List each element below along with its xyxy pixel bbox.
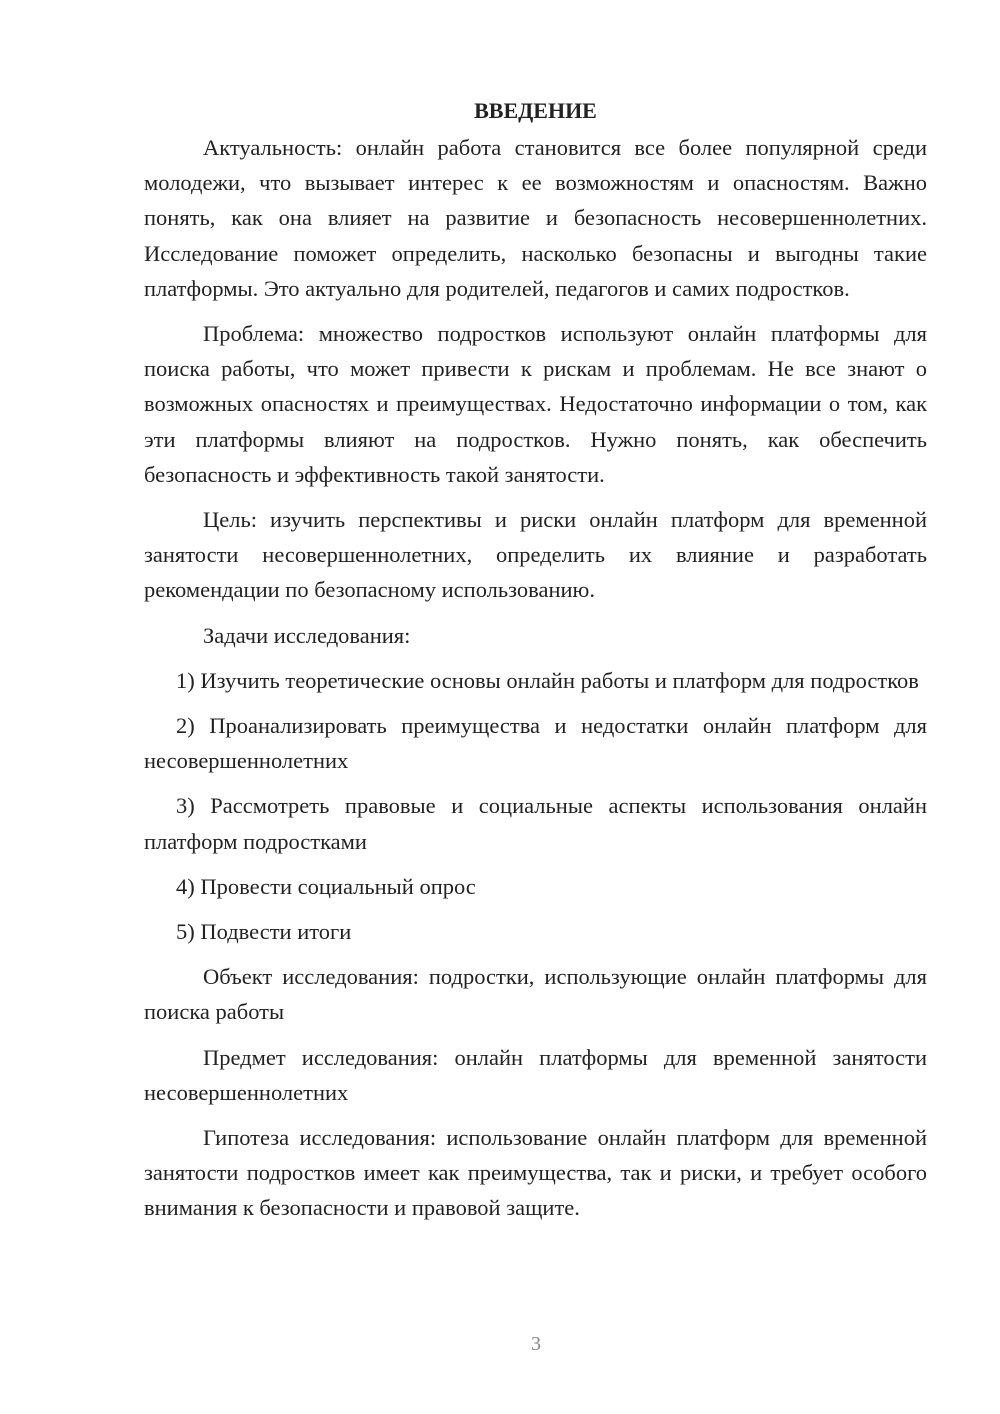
task-item-1: 1) Изучить теоретические основы онлайн работы и платформ для подростков (176, 667, 919, 693)
task-item-3: 3) Рассмотреть правовые и социальные аспекты использования онлайн платформ подростками (144, 793, 927, 854)
paragraph-goal: Цель: изучить перспективы и риски онлайн платформ для временной занятости несовершеннолетних, определить их влияние и разработать рекомендации по безопасному использованию. (144, 507, 927, 603)
task-item-5: 5) Подвести итоги (176, 919, 352, 945)
paragraph-object: Объект исследования: подростки, использующие онлайн платформы для поиска работы (144, 964, 927, 1025)
task-item-4: 4) Провести социальный опрос (176, 873, 476, 899)
task-item-2: 2) Проанализировать преимущества и недостатки онлайн платформ для несовершеннолетних (144, 713, 927, 774)
page-content (144, 94, 927, 1226)
paragraph-subject: Предмет исследования: онлайн платформы для временной занятости несовершеннолетних (144, 1044, 927, 1105)
section-heading: ВВЕДЕНИЕ (474, 98, 597, 123)
paragraph-problem: Проблема: множество подростков используют онлайн платформы для поиска работы, что может привести к рискам и проблемам. Не все знают о возможных опасностях и преимуществах. Недостаточно информации о том, как эти платформы влияют на подростков. Нужно понять, как обеспечить безопасность и эффективность такой занятости. (144, 321, 927, 487)
paragraph-relevance: Актуальность: онлайн работа становится все более популярной среди молодежи, что вызывает интерес к ее возможностям и опасностям. Важно понять, как она влияет на развитие и безопасность несовершеннолетних. Исследование поможет определить, насколько безопасны и выгодны такие платформы. Это актуально для родителей, педагогов и самих подростков. (144, 135, 927, 301)
paragraph-hypothesis: Гипотеза исследования: использование онлайн платформ для временной занятости подростков имеет как преимущества, так и риски, и требует особого внимания к безопасности и правовой защите. (144, 1125, 927, 1221)
tasks-title: Задачи исследования: (203, 622, 411, 648)
page-number: 3 (531, 1333, 541, 1355)
